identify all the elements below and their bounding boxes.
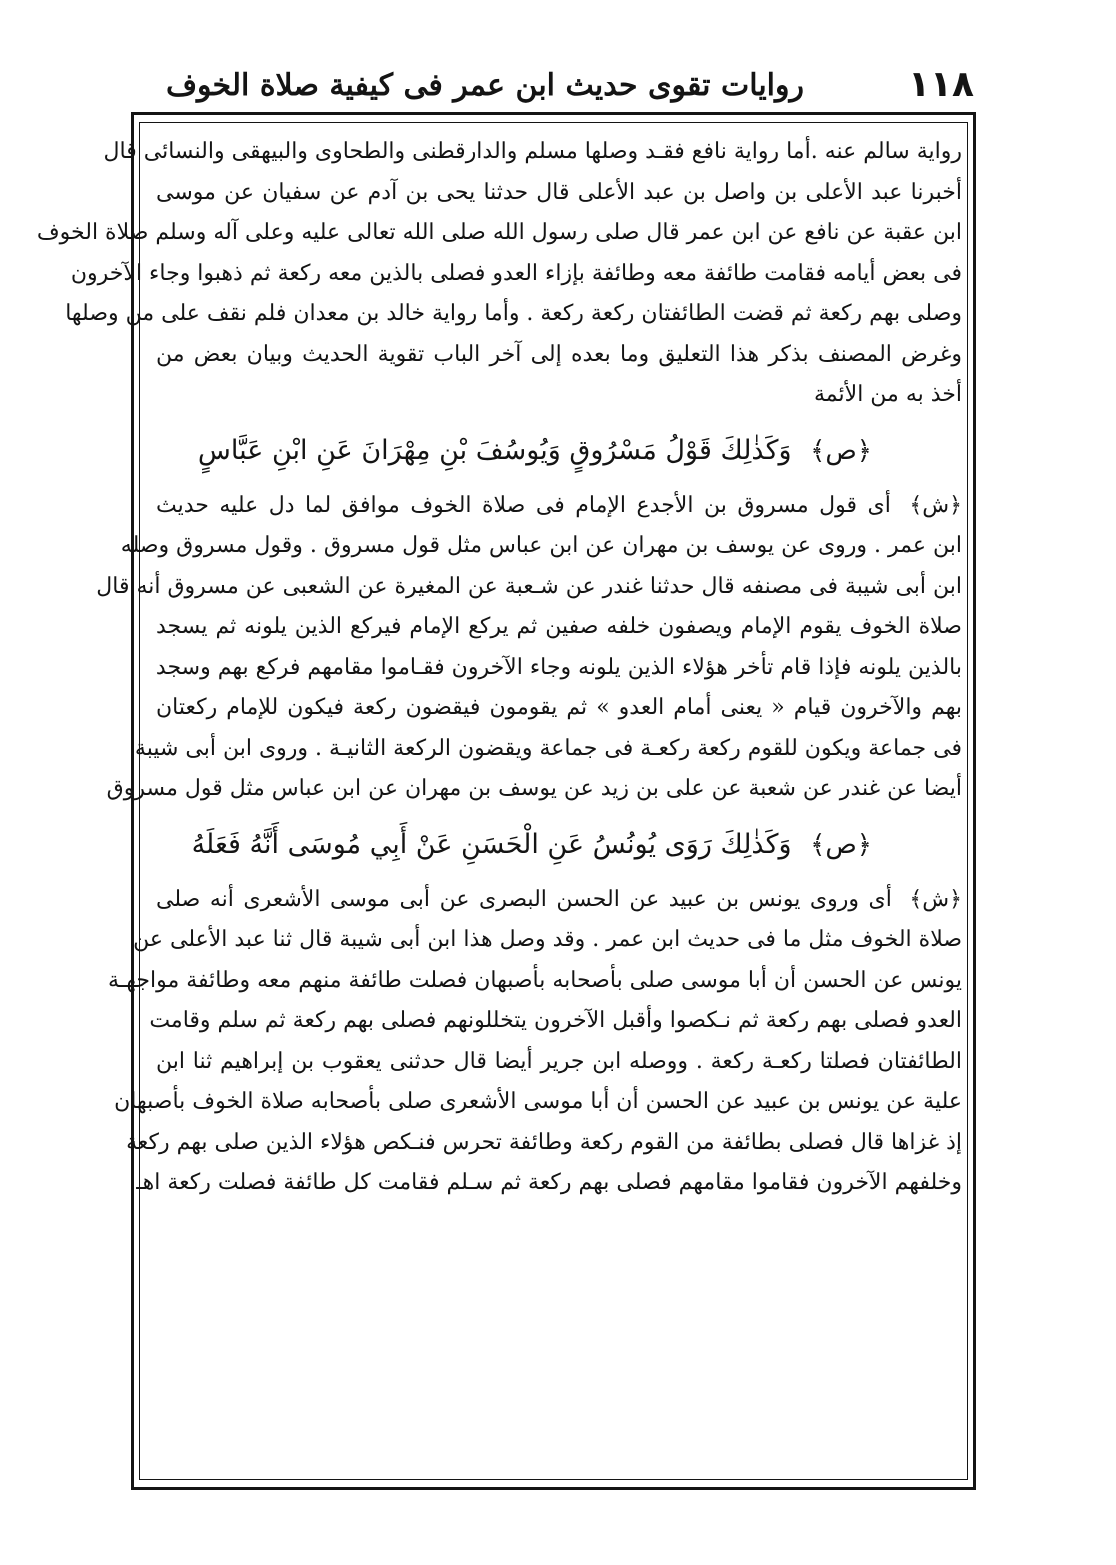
text-line: وغرض المصنف بذكر هذا التعليق وما بعده إلى آخر الباب تقوية الحديث وبيان بعض من xyxy=(156,341,962,367)
text-line: رواية سالم عنه .أما رواية نافع فقـد وصلها مسلم والدارقطنى والطحاوى والبيهقى والنسائى قال xyxy=(103,139,962,164)
commentary-section-1 xyxy=(36,132,962,416)
text-line-content: أى وروى يونس بن عبيد عن الحسن البصرى عن أبى موسى الأشعرى أنه صلى xyxy=(156,886,892,912)
running-header xyxy=(138,62,974,110)
text-line: صلاة الخوف يقوم الإمام ويصفون خلفه صفين ثم يركع الإمام فيركع الذين يلونه ثم يسجد xyxy=(156,614,962,639)
text-line: يونس عن الحسن أن أبا موسى صلى بأصحابه بأصبهان فصلت طائفة منهم معه وطائفة مواجهـة xyxy=(108,967,962,993)
text-line: إذ غزاها قال فصلى بطائفة من القوم ركعة وطائفة تحرس فنـكص هؤلاء الذين صلى بهم ركعة xyxy=(126,1129,962,1155)
text-line: فى بعض أيامه فقامت طائفة معه وطائفة بإزاء العدو فصلى بالذين معه ركعة ثم ذهبوا وجاء الآخرون xyxy=(70,260,962,286)
matn-text: وَكَذٰلِكَ قَوْلُ مَسْرُوقٍ وَيُوسُفَ بْنِ مِهْرَانَ عَنِ ابْنِ عَبَّاسٍ xyxy=(197,434,792,466)
text-line: صلاة الخوف مثل ما فى حديث ابن عمر . وقد وصل هذا ابن أبى شيبة قال ثنا عبد الأعلى عن xyxy=(133,927,962,952)
text-line: وخلفهم الآخرون فقاموا مقامهم فصلى بهم ركعة ثم سـلم فقامت كل طائفة فصلت ركعة اهـ xyxy=(136,1170,962,1195)
text-line: أخذ به من الأئمة xyxy=(814,382,962,407)
text-line: بالذين يلونه فإذا قام تأخر هؤلاء الذين يلونه وجاء الآخرون فقـاموا مقامهم فركع بهم وسجد xyxy=(155,654,962,680)
text-line: وصلى بهم ركعة ثم قضت الطائفتان ركعة ركعة . وأما رواية خالد بن معدان فلم نقف على من وصلها xyxy=(65,301,962,326)
text-line: علية عن يونس بن عبيد عن الحسن أن أبا موسى الأشعرى صلى بأصحابه صلاة الخوف بأصبهان xyxy=(114,1089,962,1114)
page-body xyxy=(36,132,963,1204)
commentary-section-3 xyxy=(108,880,963,1204)
commentary-section-2 xyxy=(96,486,962,810)
text-line-content: أى قول مسروق بن الأجدع الإمام فى صلاة الخوف موافق لما دل عليه حديث xyxy=(156,492,891,518)
text-line: ابن عمر . وروى عن يوسف بن مهران عن ابن عباس مثل قول مسروق . وقول مسروق وصله xyxy=(120,533,962,558)
text-line: ابن عقبة عن نافع عن ابن عمر قال صلى رسول الله صلى الله تعالى عليه وعلى آله وسلم صلاة الخوف xyxy=(36,220,962,245)
sad-marker: ﴿ص﴾ xyxy=(810,435,872,466)
page-number: ١١٨ xyxy=(908,64,974,105)
text-line: أخبرنا عبد الأعلى بن واصل بن عبد الأعلى قال حدثنا يحى بن آدم عن سفيان عن موسى xyxy=(156,179,962,205)
matn-line-1 xyxy=(156,416,962,486)
text-line: بهم والآخرون قيام « يعنى أمام العدو » ثم يقومون فيقضون ركعة فيكون للإمام ركعتان xyxy=(156,695,962,720)
shin-marker: ﴿ش﴾ xyxy=(909,886,963,912)
text-line xyxy=(156,880,962,921)
matn-line-2 xyxy=(156,810,962,880)
sad-marker: ﴿ص﴾ xyxy=(810,829,872,860)
text-line: العدو فصلى بهم ركعة ثم نـكصوا وأقبل الآخرون يتخللونهم فصلى بهم ركعة ثم سلم وقامت xyxy=(149,1008,962,1033)
text-line: فى جماعة ويكون للقوم ركعة ركعـة فى جماعة ويقضون الركعة الثانيـة . وروى ابن أبى شيبة xyxy=(134,735,962,761)
text-line: الطائفتان فصلتا ركعـة ركعة . ووصله ابن جرير أيضا قال حدثنى يعقوب بن إبراهيم ثنا ابن xyxy=(156,1048,962,1074)
text-line: أيضا عن غندر عن شعبة عن على بن زيد عن يوسف بن مهران عن ابن عباس مثل قول مسروق xyxy=(106,776,962,801)
page-title: روايات تقوى حديث ابن عمر فى كيفية صلاة الخوف xyxy=(165,68,804,103)
shin-marker: ﴿ش﴾ xyxy=(909,492,962,518)
matn-text: وَكَذٰلِكَ رَوَى يُونُسُ عَنِ الْحَسَنِ عَنْ أَبِي مُوسَى أَنَّهُ فَعَلَهُ xyxy=(191,828,792,860)
text-line xyxy=(156,486,962,527)
text-line: ابن أبى شيبة فى مصنفه قال حدثنا غندر عن شـعبة عن المغيرة عن الشعبى عن مسروق أنه قال xyxy=(96,573,962,599)
